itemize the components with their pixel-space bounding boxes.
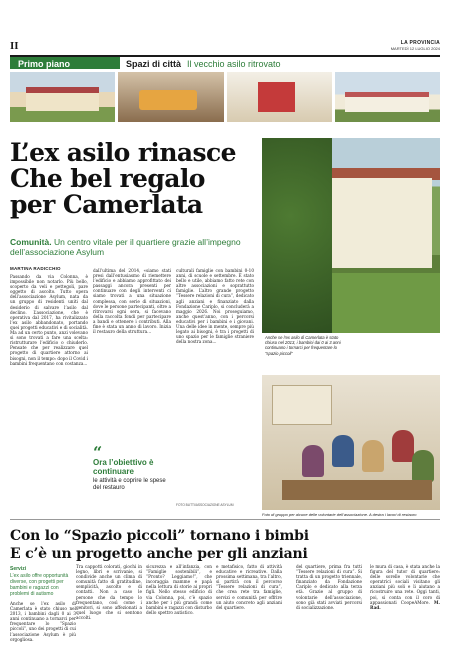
photo-board (272, 385, 332, 425)
story2-column-4: e metafisico, fatto di attività educative e ricreative. Dalla prossima settimana, tra l’altro, si partirà con il percorso “Tessere relazioni di cura”, che crea rete tra famiglie, servizi e comunità per offrire un aiuto concreto agli anziani del quartiere. (216, 564, 282, 610)
topic-label: Spazi di città (126, 59, 182, 69)
pull-quote-sub: le attività e coprire le spese del restauro (93, 478, 166, 491)
photo-interior (227, 72, 332, 122)
sidebar-text: L’ex asilo offre opportunità diverse, con progetti per bambini e ragazzi con problemi di autismo (10, 573, 69, 597)
deck (10, 237, 265, 257)
headline-line-1: L’ex asilo rinasce (10, 138, 236, 167)
photo-caption-1: Anche se l’ex asilo di Camerlata è stato chiuso nel 2013, i bambini dai 0 ai 3 anni continuano i tornarci per frequentare lo “spazio piccoli” (265, 335, 341, 356)
deck-text: Un centro vitale per il quartiere grazie all’impegno dell’associazione Asylum (10, 237, 241, 257)
headline-line-3: per Camerlata (10, 190, 203, 219)
section-rubric (10, 55, 440, 69)
pull-quote-text: Ora l’obiettivo è continuare (93, 458, 154, 476)
main-headline (10, 140, 260, 218)
quote-mark-icon: “ (93, 443, 103, 462)
photo-tree (262, 138, 332, 333)
publication-name: LA PROVINCIA (400, 40, 440, 46)
story-sidebar (10, 566, 72, 597)
section-label: Primo piano (10, 57, 120, 69)
photo-building-facade (335, 72, 440, 122)
photo-credit: FOTO BUTTI/ASSOCIAZIONE ASYLUM (176, 503, 234, 507)
photo-volunteers-group (262, 375, 440, 510)
story2-column-1: Anche se l’ex asilo di Camerlata è stato chiuso nel 2013, i bambini dagli 0 ai 3 anni continuano a tornarci per frequentare lo “Spazio piccoli”, uno dei progetti di cui l’associazione Asylum è più orgogliosa. (10, 601, 76, 642)
secondary-headline (10, 527, 440, 563)
page-number: II (10, 40, 19, 52)
publication-block (391, 40, 440, 51)
photo-caption-2: Foto di gruppo per alcune delle volontarie dell’associazione. A destra i lavori di restauro (262, 512, 417, 517)
headline-line-2: Che bel regalo (10, 164, 205, 193)
photo-person (362, 440, 384, 472)
photo-person (332, 435, 354, 467)
article-column-1: Passando da via Colonna, è impossibile non notarlo. Più bello, scoperto da veli e pettegoli, pare oggetto di ascolto. Tutto opera dell’associazione Asylum, nata da un gruppo di residenti uniti dal desiderio di salvare l’asilo dal declino. L’associazione, che è operativa dal 2017, ha rivitalizzato l’ex asilo abbandonato, portando quei progetti educativi e di socialità. Ma ad un certo punto, anzi volevano si sono trovati a fare una scelta: ristrutturare l’edificio o chiuderlo. Pensate che per realizzare quel progetto di quartiere attorno ai bisogni, non il tempo: dopo il Covid i bambini frequentano con costanza... (10, 274, 88, 366)
story2-signature: M. Rad. (370, 599, 440, 610)
deck-lead: Comunità. (10, 237, 52, 247)
article-column-3: culturali famiglie con bambini 0-10 anni, di scuole e settembre. È stato bello e utile, abbiamo fatto rete con altre associazioni e soprattutto famiglie. L’altro grande progetto “Tessere relazioni di cura”, dedicato agli anziani e finanziato dalla Fondazione Cariplo, si concluderà a maggio 2026. Noi proseguiamo, anche quest’anno, con i percorsi educativi per i bambini e i giovani. Una delle idee in mente, sempre più legato ai bisogni, è tra i progetti di uno spazio per le famiglie straniere della nostra zona... (176, 268, 254, 345)
photo-classroom (118, 72, 223, 122)
publication-date: MARTEDÌ 12 LUGLIO 2024 (390, 46, 440, 51)
story2-column-6 (370, 564, 440, 656)
section-divider (10, 519, 440, 520)
story2-column-2: Tra cappotti colorati, giochi in legno, libri e scrivanie, si condivide anche un clima di comunità fatto di gratitudine, semplicità, ascolto e di contatti. Non a caso le persone che da tempo lo frequentano, così come i genitori, si sono affezionati a quel luogo che si sentono accolti. (76, 564, 142, 620)
photo-person (302, 445, 324, 477)
story2-column-5: del quartiere, prima fra tutti “Tessere relazioni di cura”. Si tratta di un progetto triennale, finanziato da Fondazione Cariplo e dedicato alla terza età. Grazie al gruppo di volontarie dell’associazione, sono già stati avviati percorsi di socializzazione. (296, 564, 362, 610)
byline: MARTINA RADICCHIO (10, 266, 61, 271)
sidebar-tag: Servizi (10, 566, 27, 572)
masthead (10, 40, 440, 54)
story2-column-6-text: le mura di casa, è stata anche la figura del tutor di quartiere: delle sorelle volontarie che operatrici sociali visitano gli anziani più soli e li aiutano a ricostruire una rete. Oggi tanti, poi, si conta con il coro di appassionati CoopeAMore. (370, 564, 440, 605)
photo-strip (10, 72, 440, 122)
photo-building-garden (262, 138, 440, 333)
subtopic-label: Il vecchio asilo ritrovato (187, 59, 281, 69)
article-column-2: dall’ultima del 2014, «siamo stati presi dall’entusiasmo di riemettere l’edificio e abbiamo approfittato dei passaggi ancora presenti per continuare con degli interventi ci siamo trovati a una situazione complessa, con serie di situazioni, dove le persone partecipanti, oltre a ritrovarsi ogni sera, si facevano della raccolta fondi per partecipare a bandi e ottenere i contributi. Alla fine è stata un anno di lavoro. Inizia il restauro della struttura... (93, 268, 171, 335)
photo-table (282, 480, 432, 500)
secondary-headline-line-1: Con lo “Spazio piccoli” tornano i bimbi (10, 528, 309, 544)
photo-person (392, 430, 414, 462)
pull-quote (93, 443, 171, 492)
photo-person (412, 450, 434, 482)
photo-building-exterior (10, 72, 115, 122)
story2-column-3: sicurezza e all’infanzia, con “Famiglie sostenibili”, e “Pronto? Leggiamo!”, che incoraggia mamme e papà nella lettura di storie ai propri figli. Nello stesso edificio di via Colonna, poi, c’è spazio anche per i più grandi: come bambini e ragazzi con disturbo dello spettro autistico. (146, 564, 212, 615)
secondary-headline-line-2: E c’è un progetto anche per gli anziani (10, 546, 308, 562)
